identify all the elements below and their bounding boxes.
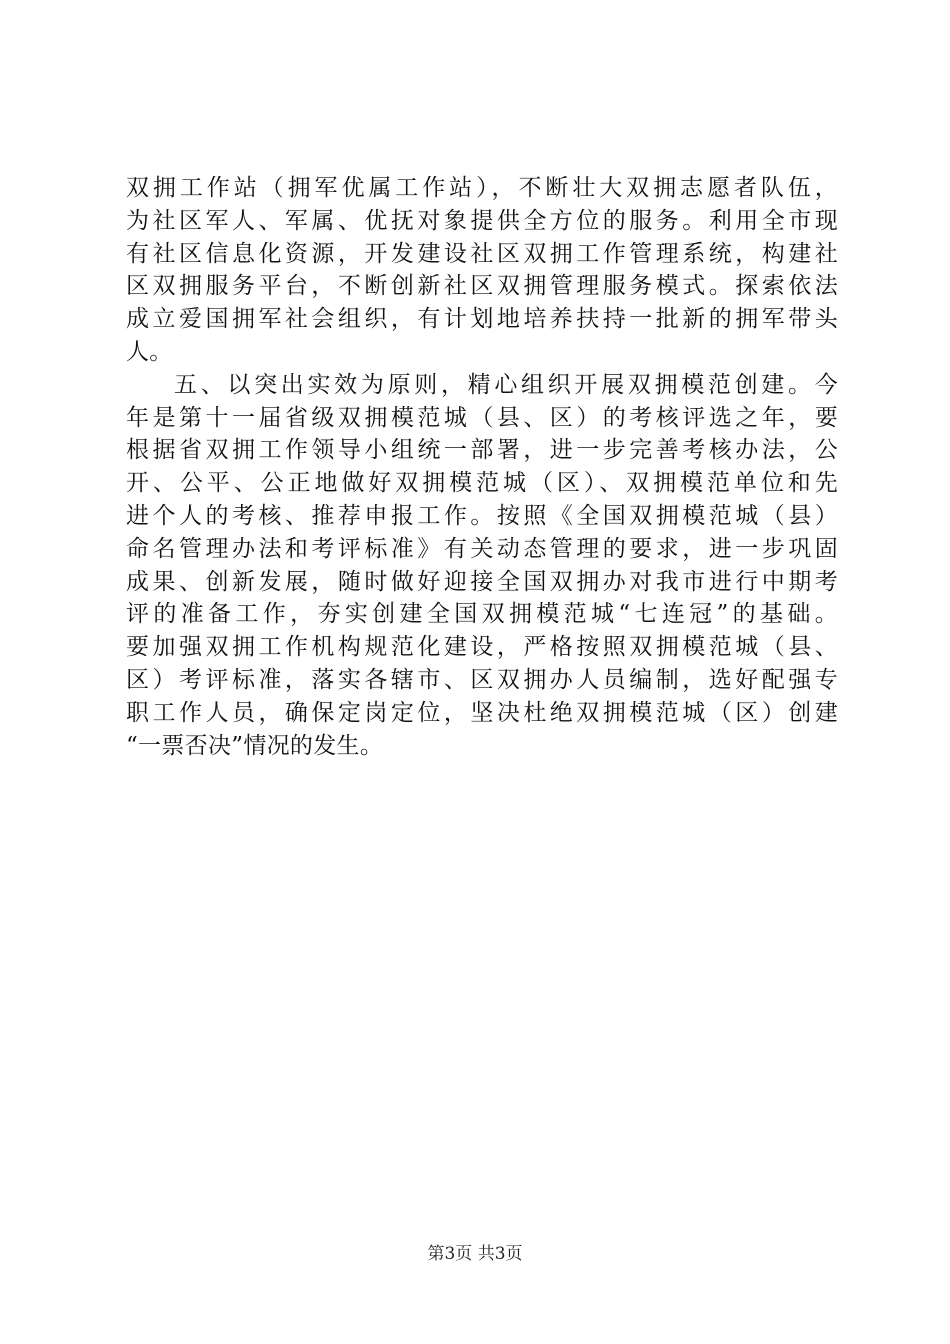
text-line: 开、公平、公正地做好双拥模范城（区）、双拥模范单位和先 (126, 470, 838, 497)
text-line: 有社区信息化资源，开发建设社区双拥工作管理系统，构建社 (126, 240, 838, 267)
text-line: 命名管理办法和考评标准》有关动态管理的要求，进一步巩固 (126, 535, 838, 562)
text-line: 成立爱国拥军社会组织，有计划地培养扶持一批新的拥军带头 (126, 306, 838, 333)
text-line: “一票否决”情况的发生。 (126, 732, 384, 759)
paragraph-1 (126, 172, 838, 369)
text-line: 成果、创新发展，随时做好迎接全国双拥办对我市进行中期考 (126, 568, 838, 595)
text-line: 双拥工作站（拥军优属工作站），不断壮大双拥志愿者队伍， (126, 175, 838, 201)
text-line: 根据省双拥工作领导小组统一部署，进一步完善考核办法，公 (126, 437, 838, 464)
text-line: 区双拥服务平台，不断创新社区双拥管理服务模式。探索依法 (126, 273, 838, 300)
text-line: 人。 (126, 338, 173, 365)
document-body (126, 172, 838, 762)
text-line: 要加强双拥工作机构规范化建设，严格按照双拥模范城（县、 (126, 634, 838, 661)
text-line: 为社区军人、军属、优抚对象提供全方位的服务。利用全市现 (126, 207, 838, 234)
page-number-footer: 第3页 共3页 (427, 1244, 523, 1264)
text-line: 进个人的考核、推荐申报工作。按照《全国双拥模范城（县） (126, 502, 838, 529)
text-line: 评的准备工作，夯实创建全国双拥模范城“七连冠”的基础。 (126, 601, 838, 628)
text-line: 五、以突出实效为原则，精心组织开展双拥模范创建。今 (174, 371, 838, 398)
text-line: 职工作人员，确保定岗定位，坚决杜绝双拥模范城（区）创建 (126, 699, 838, 726)
paragraph-2 (126, 369, 838, 763)
text-line: 年是第十一届省级双拥模范城（县、区）的考核评选之年，要 (126, 404, 838, 431)
text-line: 区）考评标准，落实各辖市、区双拥办人员编制，选好配强专 (126, 666, 838, 693)
